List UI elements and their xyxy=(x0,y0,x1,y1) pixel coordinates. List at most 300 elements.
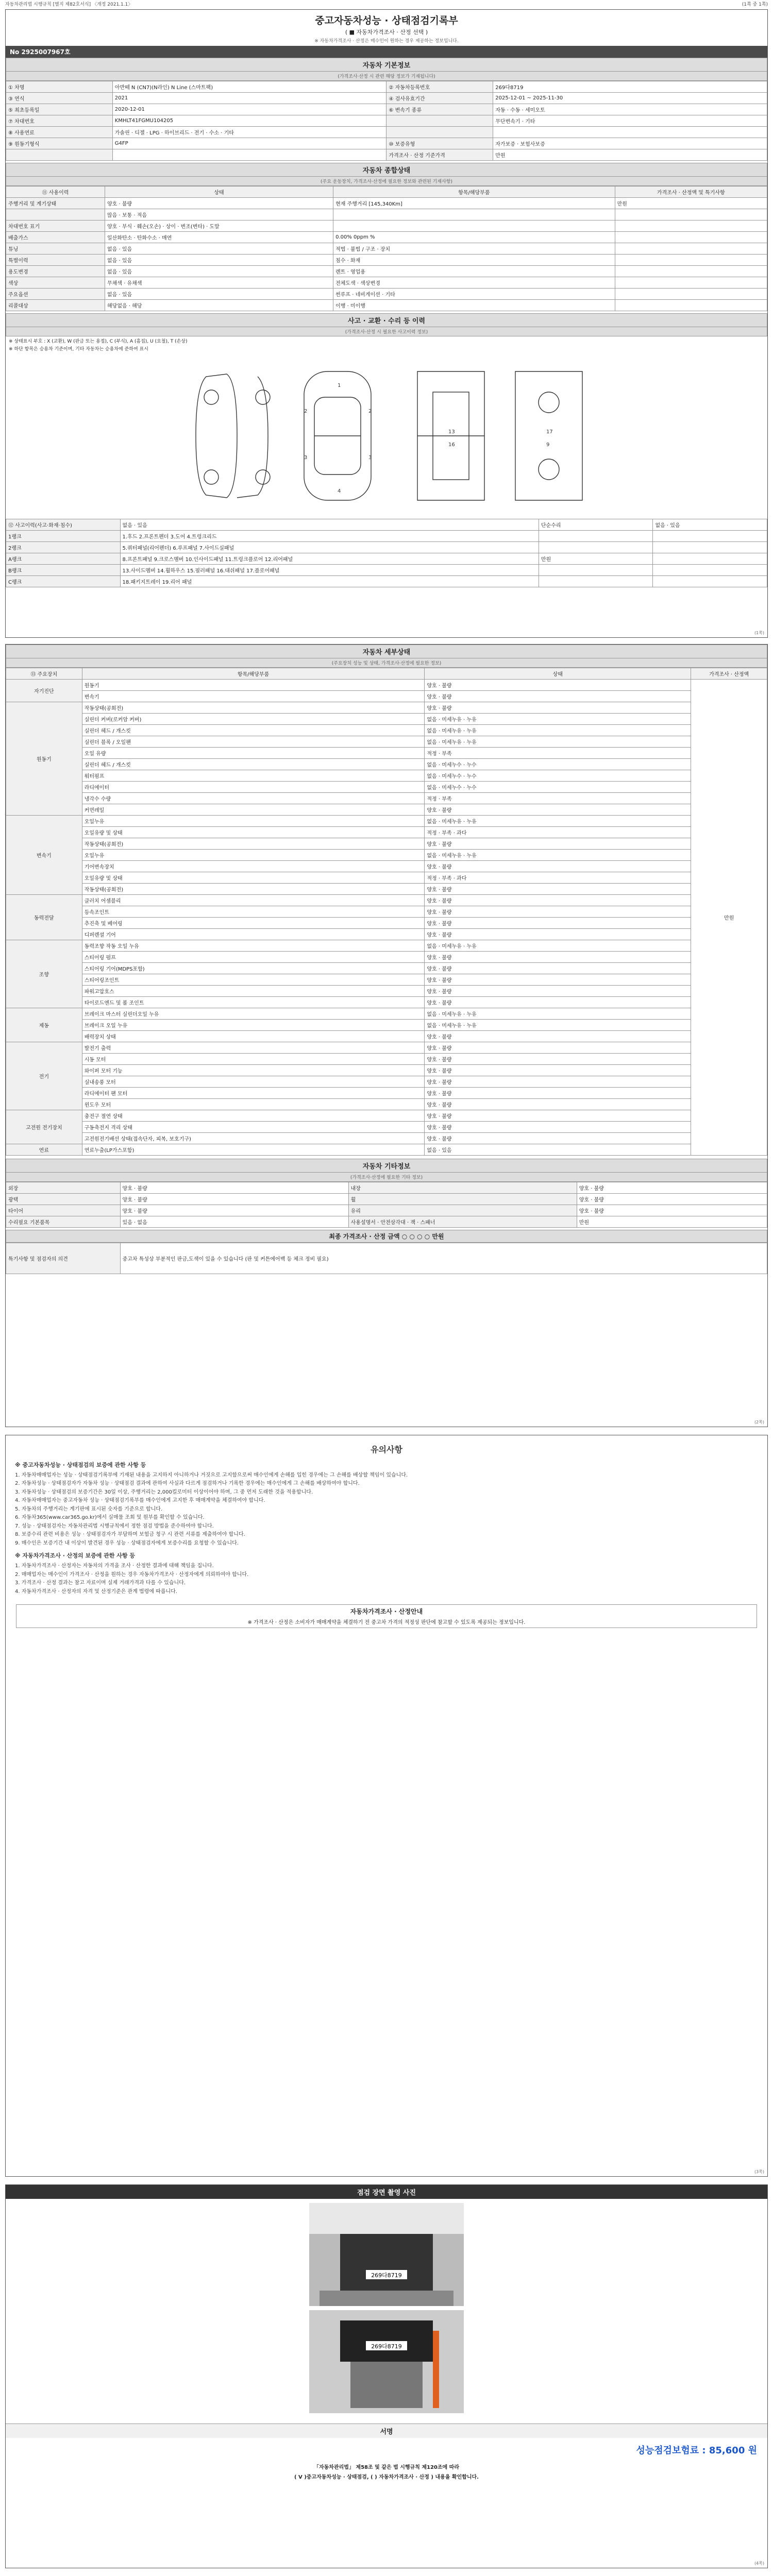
field-label: ⑤ 최초등록일 xyxy=(6,104,113,115)
accident-row xyxy=(6,565,767,576)
detail-status: 양호 · 불량 xyxy=(425,986,691,997)
final-price: 최종 가격조사 · 산정 금액 ○ ○ ○ ○ 만원 xyxy=(6,1230,767,1243)
detail-row xyxy=(6,714,767,725)
detail-status: 양호 · 불량 xyxy=(425,884,691,895)
item-label: 배출가스 xyxy=(6,232,105,243)
item-value xyxy=(615,232,767,243)
special-notes-label: 특기사항 및 점검자의 의견 xyxy=(6,1243,121,1274)
item-value: 렌트 · 영업용 xyxy=(333,266,615,277)
guide-paragraph: 7. 성능 · 상태점검자는 자동차관리법 시행규칙에서 정한 점검 방법을 준수하여야 합니다. xyxy=(15,1523,214,1529)
detail-row xyxy=(6,1008,767,1020)
rank-value: 없음 · 있음 xyxy=(120,519,539,531)
guide-section xyxy=(6,1435,767,1599)
item-value: 현재 주행거리 [145,340Km] xyxy=(333,198,615,209)
detail-status: 양호 · 불량 xyxy=(425,1042,691,1054)
detail-item: 워터펌프 xyxy=(82,770,425,782)
item-value xyxy=(615,209,767,221)
rank-value: 1.후드 2.프론트펜더 3.도어 4.트렁크리드 xyxy=(120,531,539,542)
detail-row xyxy=(6,1076,767,1088)
detail-row xyxy=(6,793,767,804)
detail-item: 오일 유량 xyxy=(82,748,425,759)
rank-value xyxy=(539,576,653,587)
inspection-fee: 성능점검보험료 : 85,600 원 xyxy=(636,2445,757,2456)
guide-paragraph: 4. 자동차매매업자는 중고자동차 성능 · 상태점검기록부를 매수인에게 고지한 후 매매계약을 체결하여야 합니다. xyxy=(15,1498,265,1504)
guide-paragraph: 2. 자동차성능 · 상태점검자가 자동차 성능 · 상태점검 결과에 관하여 사실과 다르게 점검하거나 기록한 경우에는 매수인에게 그 손해를 배상하여야 합니다. xyxy=(15,1481,360,1487)
item-value: 썬루프 · 네비게이션 · 기타 xyxy=(333,289,615,300)
rear-plate: 269다8719 xyxy=(371,2343,402,2350)
other-label: 내장 xyxy=(348,1182,577,1194)
detail-row xyxy=(6,838,767,850)
item-value: 양호 · 불량 xyxy=(105,198,333,209)
other-row xyxy=(6,1194,767,1205)
column-header: 항목/해당부품 xyxy=(333,187,615,198)
detail-row xyxy=(6,1110,767,1122)
item-value: 0.00% 0ppm % xyxy=(333,232,615,243)
detail-item: 시동 모터 xyxy=(82,1054,425,1065)
rank-value xyxy=(653,553,767,565)
item-value xyxy=(615,255,767,266)
item-value: 만원 xyxy=(615,198,767,209)
detail-status: 적정 · 부족 xyxy=(425,793,691,804)
guide-paragraph: 8. 보증수리 관련 비용은 성능 · 상태점검자가 부담하며 보험금 청구 시 관련 서류를 제출하여야 합니다. xyxy=(15,1532,245,1538)
other-row xyxy=(6,1216,767,1228)
field-value xyxy=(112,149,386,161)
detail-row xyxy=(6,1065,767,1076)
general-row xyxy=(6,209,767,221)
basic-row xyxy=(6,93,767,104)
accident-table xyxy=(6,519,767,587)
detail-item: 발전기 출력 xyxy=(82,1042,425,1054)
item-value: 없음 · 있음 xyxy=(105,243,333,255)
detail-item: 실린더 블록 / 오일팬 xyxy=(82,736,425,748)
item-value xyxy=(615,300,767,311)
detail-status-table xyxy=(6,668,767,1156)
field-label: ④ 검사유효기간 xyxy=(386,93,493,104)
detail-status: 없음 · 미세누유 · 누유 xyxy=(425,816,691,827)
detail-row xyxy=(6,770,767,782)
item-value: 양호 · 부식 · 훼손(오손) · 상이 · 변조(변타) · 도말 xyxy=(105,221,333,232)
detail-item: 클러치 어셈블리 xyxy=(82,895,425,906)
detail-status: 양호 · 불량 xyxy=(425,1031,691,1042)
accident-legend: ※ 상태표시 부호 : X (교환), W (판금 또는 용접), C (부식), A (흠집), U (요철), T (손상) xyxy=(9,339,188,344)
device-group: 변속기 xyxy=(6,816,82,895)
general-status-note: (주요 운동장치, 가격조사·산정에 필요한 정보와 관련된 기재사항) xyxy=(6,177,767,186)
detail-status: 양호 · 불량 xyxy=(425,702,691,714)
detail-status: 적정 · 부족 · 과다 xyxy=(425,827,691,838)
other-label: 외장 xyxy=(6,1182,121,1194)
detail-item: 실린더 헤드 / 개스킷 xyxy=(82,759,425,770)
detail-item: 디퍼렌셜 기어 xyxy=(82,929,425,940)
detail-item: 오일유량 및 상태 xyxy=(82,872,425,884)
item-value: 침수 · 화재 xyxy=(333,255,615,266)
other-value: 양호 · 불량 xyxy=(120,1194,348,1205)
general-status-heading: 자동차 종합상태 xyxy=(6,163,767,177)
detail-item: 오일유량 및 상태 xyxy=(82,827,425,838)
accident-row xyxy=(6,542,767,553)
page-2: 자동차 세부상태 (주요장치 성능 및 상태, 가격조사·산정에 필요한 정보) ⑬ 주요장치 항목/해당부품 상태 가격조사 · 산정액 자기진단 원동기 양호 · 불량 만원 변속기 양호 · 불량 원동기 작동상태(공회전) 양호 · 불량 실린더 커버(로커암 커버) 없음 · 미세누유 · 누유 실린더 헤드 / 개스킷 없음 · 미세누유 · 누유 실린더 블록 / 오일팬 없음 · 미세누유 · 누유 오일 유량 적정 · 부족 실린더 헤드 / 개스킷 없음 · 미세누수 · 누수 워터펌프 없음 · 미세누수 · 누수 라디에이터 없음 · 미세누수 · 누수 냉각수 수량 적정 · 부족 커먼레일 양호 · 불량 변속기 오일누유 없음 · 미세누유 · 누유 오일유량 및 상태 적정 · 부족 · 과다 작동상태(공회전) 양호 · 불량 오일누유 없음 · 미세누유 · 누유 기어변속장치 양호 · 불량 오일유량 및 상태 적정 · 부족 · 과다 작동상태(공회전) 양호 · 불량 동력전달 클러치 어셈블리 양호 · 불량 등속조인트 양호 · 불량 추진축 및 베어링 양호 · 불량 디퍼렌셜 기어 양호 · 불량 조향 동력조향 작동 오일 누유 없음 · 미세누유 · 누유 스티어링 펌프 양호 · 불량 스티어링 기어(MDPS포함) 양호 · 불량 스티어링조인트 양호 · 불량 파워고압호스 양호 · 불량 타이로드엔드 및 볼 조인트 양호 · 불량 제동 브레이크 마스터 실린더오일 누유 없음 · 미세누유 · 누유 브레이크 오일 누유 없음 · 미세누유 · 누유 배력장치 상태 양호 · 불량 전기 발전기 출력 양호 · 불량 시동 모터 양호 · 불량 와이퍼 모터 기능 양호 · 불량 실내송풍 모터 양호 · 불량 라디에이터 팬 모터 양호 · 불량 윈도우 모터 양호 · 불량 고전원 전기장치 충전구 절연 상태 양호 · 불량 구동축전지 격리 상태 양호 · 불량 고전원전기배선 상태(접속단자, 피복, 보호기구) 양호 · 불량 연료 연료누출(LP가스포함) 없음 · 있음 자동차 기타정보 (가격조사·산정에 필요한 기타 정보) 외장 양호 · 불량 내장 양호 · 불량 광택 양호 · 불량 휠 양호 · 불량 타이어 양호 · 불량 유리 양호 · 불량 수리필요 기본품목 있음 · 없음 사용설명서 · 안전삼각대 · 잭 · 스패너 만원 최종 가격조사 · 산정 금액 ○ ○ ○ ○ 만원 특기사항 및 점검자의 의견 중고차 특성상 부분적인 판금,도색이 있을 수 있습니다 (판 및 커튼에어백 등 체크 정비 필요) (2쪽) xyxy=(5,644,768,1427)
detail-row xyxy=(6,940,767,952)
general-row xyxy=(6,266,767,277)
detail-item: 라디에이터 팬 모터 xyxy=(82,1088,425,1099)
basic-row xyxy=(6,138,767,149)
detail-status: 양호 · 불량 xyxy=(425,997,691,1008)
svg-text:2: 2 xyxy=(304,409,308,414)
detail-item: 작동상태(공회전) xyxy=(82,884,425,895)
accident-row xyxy=(6,576,767,587)
detail-item: 배력장치 상태 xyxy=(82,1031,425,1042)
detail-item: 기어변속장치 xyxy=(82,861,425,872)
rank-value: 8.프론트패널 9.크로스멤버 10.인사이드패널 11.트렁크플로어 12.리어패널 xyxy=(120,553,539,565)
field-label xyxy=(6,149,113,161)
accident-row xyxy=(6,519,767,531)
detail-row xyxy=(6,1042,767,1054)
special-notes-text: 중고차 특성상 부분적인 판금,도색이 있을 수 있습니다 (판 및 커튼에어백 등 체크 정비 필요) xyxy=(120,1243,767,1274)
detail-status: 양호 · 불량 xyxy=(425,1122,691,1133)
guide-paragraph: 6. 자동차365(www.car365.go.kr)에서 실매물 조회 및 원부를 확인할 수 있습니다. xyxy=(15,1515,205,1521)
detail-status: 없음 · 미세누수 · 누수 xyxy=(425,782,691,793)
general-row xyxy=(6,198,767,209)
item-value xyxy=(615,289,767,300)
rank-label: 1랭크 xyxy=(6,531,121,542)
top-bar xyxy=(0,0,773,7)
guide-subheading-2: ※ 자동차가격조사 · 산정의 보증에 관한 사항 등 xyxy=(15,1552,135,1560)
detail-item: 타이로드엔드 및 볼 조인트 xyxy=(82,997,425,1008)
general-row xyxy=(6,221,767,232)
item-label: 용도변경 xyxy=(6,266,105,277)
guide-paragraph: 1. 자동차매매업자는 성능 · 상태점검기록부에 기재된 내용을 고지하지 아니하거나 거짓으로 고지함으로써 매수인에게 손해를 입힌 경우에는 그 손해를 배상할 책임이 있습니다. xyxy=(15,1472,408,1478)
item-label: 주행거리 및 계기상태 xyxy=(6,198,105,209)
detail-row xyxy=(6,861,767,872)
detail-item: 작동상태(공회전) xyxy=(82,838,425,850)
detail-row xyxy=(6,691,767,702)
detail-status: 양호 · 불량 xyxy=(425,861,691,872)
rank-value xyxy=(653,565,767,576)
other-info-table xyxy=(6,1182,767,1228)
detail-status: 없음 · 미세누유 · 누유 xyxy=(425,725,691,736)
other-row xyxy=(6,1205,767,1216)
field-label: ⑧ 사용연료 xyxy=(6,127,113,138)
guide-paragraph: 4. 자동차가격조사 · 산정자의 자격 및 산정기준은 관계 법령에 따릅니다. xyxy=(15,1588,177,1595)
detail-item: 실내송풍 모터 xyxy=(82,1076,425,1088)
item-value xyxy=(615,221,767,232)
detail-status: 없음 · 미세누유 · 누유 xyxy=(425,714,691,725)
item-value xyxy=(615,277,767,289)
field-value: 자가보증 · 보험사보증 xyxy=(493,138,767,149)
item-value xyxy=(615,266,767,277)
svg-text:2: 2 xyxy=(368,409,372,414)
detail-status: 양호 · 불량 xyxy=(425,1110,691,1122)
general-row xyxy=(6,255,767,266)
basic-row xyxy=(6,104,767,115)
general-row xyxy=(6,289,767,300)
detail-item: 스티어링 펌프 xyxy=(82,952,425,963)
general-row xyxy=(6,300,767,311)
detail-status: 양호 · 불량 xyxy=(425,918,691,929)
special-notes-table xyxy=(6,1243,767,1274)
other-info-heading: 자동차 기타정보 xyxy=(6,1159,767,1173)
item-value: 전체도색 · 색상변경 xyxy=(333,277,615,289)
column-header: 가격조사 · 산정액 xyxy=(691,668,767,680)
detail-status: 양호 · 불량 xyxy=(425,906,691,918)
column-header: 상태 xyxy=(105,187,333,198)
detail-row xyxy=(6,1099,767,1110)
guide-paragraph: 9. 매수인은 보증기간 내 이상이 발견된 경우 성능 · 상태점검자에게 보증수리를 요청할 수 있습니다. xyxy=(15,1540,239,1546)
field-label xyxy=(386,127,493,138)
item-label: 차대번호 표기 xyxy=(6,221,105,232)
detail-status: 없음 · 미세누수 · 누수 xyxy=(425,770,691,782)
item-value: 없음 · 있음 xyxy=(105,266,333,277)
rank-label: A랭크 xyxy=(6,553,121,565)
item-value: 없음 · 있음 xyxy=(105,289,333,300)
detail-status: 양호 · 불량 xyxy=(425,952,691,963)
rank-value: 없음 · 있음 xyxy=(653,519,767,531)
detail-item: 등속조인트 xyxy=(82,906,425,918)
inspection-photo-front xyxy=(309,2203,464,2306)
detail-item: 작동상태(공회전) xyxy=(82,702,425,714)
footer-line-1: 「자동차관리법」 제58조 및 같은 법 시행규칙 제120조에 따라 xyxy=(313,2465,460,2470)
field-value: 가솔린 · 디젤 · LPG · 하이브리드 · 전기 · 수소 · 기타 xyxy=(112,127,386,138)
rank-value xyxy=(539,531,653,542)
device-group: 조향 xyxy=(6,940,82,1008)
other-value: 양호 · 불량 xyxy=(577,1205,767,1216)
device-group: 동력전달 xyxy=(6,895,82,940)
basic-info-table xyxy=(6,81,767,161)
car-diagram xyxy=(175,356,598,516)
field-value: 자동 · 수동 · 세미오토 xyxy=(493,104,767,115)
field-value: 2025-12-01 ~ 2025-11-30 xyxy=(493,93,767,104)
detail-item: 원동기 xyxy=(82,680,425,691)
svg-text:3: 3 xyxy=(304,455,308,461)
detail-status: 적정 · 부족 · 과다 xyxy=(425,872,691,884)
detail-item: 와이퍼 모터 기능 xyxy=(82,1065,425,1076)
detail-status: 양호 · 불량 xyxy=(425,1133,691,1144)
other-value: 양호 · 불량 xyxy=(577,1194,767,1205)
detail-item: 냉각수 수량 xyxy=(82,793,425,804)
field-label: ② 자동차등록번호 xyxy=(386,81,493,93)
detail-status: 없음 · 미세누유 · 누유 xyxy=(425,1020,691,1031)
detail-status: 양호 · 불량 xyxy=(425,804,691,816)
field-label xyxy=(386,115,493,127)
detail-status: 양호 · 불량 xyxy=(425,963,691,974)
detail-row xyxy=(6,850,767,861)
detail-status: 양호 · 불량 xyxy=(425,838,691,850)
basic-row xyxy=(6,115,767,127)
footer-line-2: ( V )중고자동차성능 · 상태점검, ( ) 자동차가격조사 · 산정 ) 내용을 확인합니다. xyxy=(294,2475,479,2480)
item-label: 리콜대상 xyxy=(6,300,105,311)
other-label: 수리필요 기본품목 xyxy=(6,1216,121,1228)
field-label: ⑨ 원동기형식 xyxy=(6,138,113,149)
item-label xyxy=(6,209,105,221)
page-title: 중고자동차성능 · 상태점검기록부 xyxy=(315,15,458,26)
page-4: 점검 장면 촬영 사진 269다8719 269다8719 서명 성능점검보험료 : 85,600 원 「자동차관리법」 제58조 및 같은 법 시행규칙 제120조에 따라 ( V )중고자동차성능 · 상태점검, ( ) 자동차가격조사 · 산정 ) 내용을 확인합니다. (4쪽) xyxy=(5,2184,768,2568)
other-value: 있음 · 없음 xyxy=(120,1216,348,1228)
other-label: 사용설명서 · 안전삼각대 · 잭 · 스패너 xyxy=(348,1216,577,1228)
item-value: 무채색 · 유채색 xyxy=(105,277,333,289)
svg-text:3: 3 xyxy=(368,455,372,461)
rank-label: B랭크 xyxy=(6,565,121,576)
detail-row xyxy=(6,1133,767,1144)
detail-status: 없음 · 미세누수 · 누수 xyxy=(425,759,691,770)
field-value: 2020-12-01 xyxy=(112,104,386,115)
item-value: 없음 · 있음 xyxy=(105,255,333,266)
field-value: 무단변속기 · 기타 xyxy=(493,115,767,127)
detail-item: 스티어링 기어(MDPS포함) xyxy=(82,963,425,974)
rank-label: C랭크 xyxy=(6,576,121,587)
item-value: 이행 · 미이행 xyxy=(333,300,615,311)
guide-paragraph: 1. 자동차가격조사 · 산정자는 자동차의 가격을 조사 · 산정한 결과에 대해 책임을 집니다. xyxy=(15,1563,214,1569)
accident-history-heading: 사고 · 교환 · 수리 등 이력 xyxy=(6,313,767,327)
detail-row xyxy=(6,997,767,1008)
svg-text:17: 17 xyxy=(546,429,553,435)
detail-item: 브레이크 마스터 실린더오일 누유 xyxy=(82,1008,425,1020)
detail-row xyxy=(6,918,767,929)
price-guide-heading: 자동차가격조사 · 산정안내 xyxy=(350,1608,423,1616)
detail-row xyxy=(6,736,767,748)
field-value: 아반떼 N (CN7)(N라인) N Line (스마트팩) xyxy=(112,81,386,93)
basic-row xyxy=(6,127,767,138)
detail-item: 오일누유 xyxy=(82,850,425,861)
device-group: 원동기 xyxy=(6,702,82,816)
detail-status: 적정 · 부족 xyxy=(425,748,691,759)
device-group: 고전원 전기장치 xyxy=(6,1110,82,1144)
other-label: 유리 xyxy=(348,1205,577,1216)
detail-item: 커먼레일 xyxy=(82,804,425,816)
detail-row xyxy=(6,952,767,963)
rank-value xyxy=(539,565,653,576)
basic-info-heading: 자동차 기본정보 xyxy=(6,58,767,72)
detail-item: 동력조향 작동 오일 누유 xyxy=(82,940,425,952)
document-number: No 2925007967호 xyxy=(6,46,767,58)
detail-item: 윈도우 모터 xyxy=(82,1099,425,1110)
basic-row xyxy=(6,81,767,93)
column-header: ⑬ 주요장치 xyxy=(6,668,82,680)
detail-item: 추진축 및 베어링 xyxy=(82,918,425,929)
detail-row xyxy=(6,906,767,918)
other-info-note: (가격조사·산정에 필요한 기타 정보) xyxy=(6,1173,767,1182)
inspection-photo-underside xyxy=(309,2310,464,2413)
detail-row xyxy=(6,1020,767,1031)
detail-row xyxy=(6,872,767,884)
other-row xyxy=(6,1182,767,1194)
item-value: 해당없음 · 해당 xyxy=(105,300,333,311)
other-value: 양호 · 불량 xyxy=(120,1205,348,1216)
page-subtitle: ( ■ 자동차가격조사 · 산정 선택 ) xyxy=(345,29,428,36)
detail-status: 양호 · 불량 xyxy=(425,895,691,906)
front-plate: 269다8719 xyxy=(371,2272,402,2279)
rank-value: 5.쿼터패널(리어펜더) 6.루프패널 7.사이드실패널 xyxy=(120,542,539,553)
field-label: 가격조사 · 산정 기준가격 xyxy=(386,149,493,161)
other-value: 양호 · 불량 xyxy=(577,1182,767,1194)
guide-paragraph: 5. 자동차의 주행거리는 계기판에 표시된 숫자를 기준으로 합니다. xyxy=(15,1506,163,1512)
detail-status: 양호 · 불량 xyxy=(425,1088,691,1099)
form-reference: 자동차관리법 시행규칙 [별지 제82호서식] 〈개정 2021.1.1〉 xyxy=(5,2,133,7)
detail-item: 라디에이터 xyxy=(82,782,425,793)
item-label: 주요옵션 xyxy=(6,289,105,300)
guide-paragraph: 3. 가격조사 · 산정 결과는 참고 자료이며 실제 거래가격과 다를 수 있습니다. xyxy=(15,1580,186,1586)
detail-status: 양호 · 불량 xyxy=(425,1054,691,1065)
device-group: 제동 xyxy=(6,1008,82,1042)
device-group: 자기진단 xyxy=(6,680,82,702)
detail-status: 양호 · 불량 xyxy=(425,1065,691,1076)
svg-text:1: 1 xyxy=(338,383,341,388)
basic-info-note: (가격조사·산정 시 관련 해당 정보가 기재됩니다) xyxy=(6,72,767,81)
page-count: (1쪽 중 1쪽) xyxy=(742,2,768,7)
item-value xyxy=(333,221,615,232)
detail-row xyxy=(6,929,767,940)
detail-row xyxy=(6,963,767,974)
detail-row xyxy=(6,974,767,986)
detail-row xyxy=(6,1122,767,1133)
page-note: ※ 자동차가격조사 · 산정은 매수인이 원하는 경우 제공하는 정보입니다. xyxy=(314,39,459,44)
detail-row xyxy=(6,782,767,793)
rank-value xyxy=(653,542,767,553)
item-value: 적법 · 불법 / 구조 · 장치 xyxy=(333,243,615,255)
detail-status-note: (주요장치 성능 및 상태, 가격조사·산정에 필요한 정보) xyxy=(6,658,767,668)
svg-text:13: 13 xyxy=(448,429,455,435)
svg-text:4: 4 xyxy=(338,488,341,494)
detail-row xyxy=(6,884,767,895)
item-label: 특별이력 xyxy=(6,255,105,266)
detail-status: 없음 · 미세누유 · 누유 xyxy=(425,940,691,952)
page-1: 중고자동차성능 · 상태점검기록부 ( ■ 자동차가격조사 · 산정 선택 ) ※ 자동차가격조사 · 산정은 매수인이 원하는 경우 제공하는 정보입니다. No 2925007967호 자동차 기본정보 (가격조사·산정 시 관련 해당 정보가 기재됩니다) ① 차명 아반떼 N (CN7)(N라인) N Line (스마트팩) ② 자동차등록번호 269다8719 ③ 연식 2021 ④ 검사유효기간 2025-12-01 ~ 2025-11-30 ⑤ 최초등록일 2020-12-01 ⑥ 변속기 종류 자동 · 수동 · 세미오토 ⑦ 차대번호 KMHLT41FGMU104205 무단변속기 · 기타 ⑧ 사용연료 가솔린 · 디젤 · LPG · 하이브리드 · 전기 · 수소 · 기타 ⑨ 원동기형식 G4FP ⑩ 보증유형 자가보증 · 보험사보증 가격조사 · 산정 기준가격 만원 자동차 종합상태 (주요 운동장치, 가격조사·산정에 필요한 정보와 관련된 기재사항) ⑪ 사용이력 상태 항목/해당부품 가격조사 · 산정액 및 특기사항 주행거리 및 계기상태 양호 · 불량 현재 주행거리 [145,340Km] 만원 많음 · 보통 · 적음 차대번호 표기 양호 · 부식 · 훼손(오손) · 상이 · 변조(변타) · 도말 배출가스 일산화탄소 · 탄화수소 · 매연 0.00% 0ppm % 튜닝 없음 · 있음 적법 · 불법 / 구조 · 장치 특별이력 없음 · 있음 침수 · 화재 용도변경 없음 · 있음 렌트 · 영업용 색상 무채색 · 유채색 전체도색 · 색상변경 주요옵션 없음 · 있음 썬루프 · 네비게이션 · 기타 리콜대상 해당없음 · 해당 이행 · 미이행 사고 · 교환 · 수리 등 이력 (가격조사·산정 시 필요한 사고이력 정보) ※ 상태표시 부호 : X (교환), W (판금 또는 용접), C (부식), A (흠집), U (요철), T (손상) ※ 하단 항목은 승용차 기준이며, 기타 자동차는 승용차에 준하여 표시 1 4 2 2 3 3 13 16 17 9 ⑫ 사고이력(사고·화재·침수) 없음 · 있음 단순수리 없음 · 있음 1랭크 1.후드 2.프론트펜더 3.도어 4.트렁크리드 2랭크 5.쿼터패널(리어펜더) 6.루프패널 7.사이드실패널 A랭크 8.프론트패널 9.크로스멤버 10.인사이드패널 11.트렁크플로어 12.리어패널 만원 B랭크 13.사이드멤버 14.휠하우스 15.필러패널 16.대쉬패널 17.플로어패널 C랭크 18.패키지트레이 19.리어 패널 (1쪽) xyxy=(5,9,768,638)
item-value xyxy=(333,209,615,221)
field-label: ① 차명 xyxy=(6,81,113,93)
price-guide-text: ※ 가격조사 · 산정은 소비자가 매매계약을 체결하기 전 중고차 가격의 적정성 판단에 참고할 수 있도록 제공되는 정보입니다. xyxy=(247,1620,526,1626)
detail-item: 변속기 xyxy=(82,691,425,702)
detail-row xyxy=(6,816,767,827)
detail-row xyxy=(6,702,767,714)
detail-status: 양호 · 불량 xyxy=(425,974,691,986)
rank-value: 만원 xyxy=(539,553,653,565)
svg-text:9: 9 xyxy=(546,442,550,448)
other-label: 광택 xyxy=(6,1194,121,1205)
detail-item: 오일누유 xyxy=(82,816,425,827)
item-label: 튜닝 xyxy=(6,243,105,255)
detail-status: 없음 · 미세누유 · 누유 xyxy=(425,1008,691,1020)
detail-row xyxy=(6,759,767,770)
detail-row xyxy=(6,1031,767,1042)
detail-row xyxy=(6,1054,767,1065)
rank-value: 18.패키지트레이 19.리어 패널 xyxy=(120,576,539,587)
detail-item: 실린더 커버(로커암 커버) xyxy=(82,714,425,725)
detail-item: 구동축전지 격리 상태 xyxy=(82,1122,425,1133)
accident-history-note: (가격조사·산정 시 필요한 사고이력 정보) xyxy=(6,327,767,336)
svg-text:16: 16 xyxy=(448,442,455,448)
rank-label: 2랭크 xyxy=(6,542,121,553)
detail-item: 실린더 헤드 / 개스킷 xyxy=(82,725,425,736)
guide-heading: 유의사항 xyxy=(371,1445,402,1454)
other-value: 양호 · 불량 xyxy=(120,1182,348,1194)
rank-label: ⑫ 사고이력(사고·화재·침수) xyxy=(6,519,121,531)
column-header: 항목/해당부품 xyxy=(82,668,425,680)
detail-row xyxy=(6,895,767,906)
field-label: ③ 연식 xyxy=(6,93,113,104)
guide-paragraph: 3. 자동차성능 · 상태점검의 보증기간은 30일 이상, 주행거리는 2,000킬로미터 이상이어야 하며, 그 중 먼저 도래한 것을 적용합니다. xyxy=(15,1489,313,1495)
field-value xyxy=(493,127,767,138)
detail-row xyxy=(6,986,767,997)
rank-value xyxy=(653,576,767,587)
detail-row xyxy=(6,804,767,816)
detail-row xyxy=(6,1144,767,1156)
rank-value xyxy=(539,542,653,553)
general-status-table xyxy=(6,186,767,311)
page-3: 유의사항 ※ 중고자동차성능 · 상태점검의 보증에 관한 사항 등 1. 자동차매매업자는 성능 · 상태점검기록부에 기재된 내용을 고지하지 아니하거나 거짓으로 고지함으로써 매수인에게 손해를 입힌 경우에는 그 손해를 배상할 책임이 있습니다. 2. 자동차성능 · 상태점검자가 자동차 성능 · 상태점검 결과에 관하여 사실과 다르게 점검하거나 기록한 경우에는 매수인에게 그 손해를 배상하여야 합니다. 3. 자동차성능 · 상태점검의 보증기간은 30일 이상, 주행거리는 2,000킬로미터 이상이어야 하며, 그 중 먼저 도래한 것을 적용합니다. 4. 자동차매매업자는 중고자동차 성능 · 상태점검기록부를 매수인에게 고지한 후 매매계약을 체결하여야 합니다. 5. 자동차의 주행거리는 계기판에 표시된 숫자를 기준으로 합니다. 6. 자동차365(www.car365.go.kr)에서 실매물 조회 및 원부를 확인할 수 있습니다. 7. 성능 · 상태점검자는 자동차관리법 시행규칙에서 정한 점검 방법을 준수하여야 합니다. 8. 보증수리 관련 비용은 성능 · 상태점검자가 부담하며 보험금 청구 시 관련 서류를 제출하여야 합니다. 9. 매수인은 보증기간 내 이상이 발견된 경우 성능 · 상태점검자에게 보증수리를 요청할 수 있습니다. ※ 자동차가격조사 · 산정의 보증에 관한 사항 등 1. 자동차가격조사 · 산정자는 자동차의 가격을 조사 · 산정한 결과에 대해 책임을 집니다. 2. 매매업자는 매수인이 가격조사 · 산정을 원하는 경우 자동차가격조사 · 산정자에게 의뢰하여야 합니다. 3. 가격조사 · 산정 결과는 참고 자료이며 실제 거래가격과 다를 수 있습니다. 4. 자동차가격조사 · 산정자의 자격 및 산정기준은 관계 법령에 따릅니다. 자동차가격조사 · 산정안내 ※ 가격조사 · 산정은 소비자가 매매계약을 체결하기 전 중고차 가격의 적정성 판단에 참고할 수 있도록 제공되는 정보입니다. (3쪽) xyxy=(5,1435,768,2177)
detail-status: 양호 · 불량 xyxy=(425,680,691,691)
detail-item: 고전원전기배선 상태(접속단자, 피복, 보호기구) xyxy=(82,1133,425,1144)
basic-row xyxy=(6,149,767,161)
detail-price: 만원 xyxy=(691,680,767,1156)
rank-value: 단순수리 xyxy=(539,519,653,531)
